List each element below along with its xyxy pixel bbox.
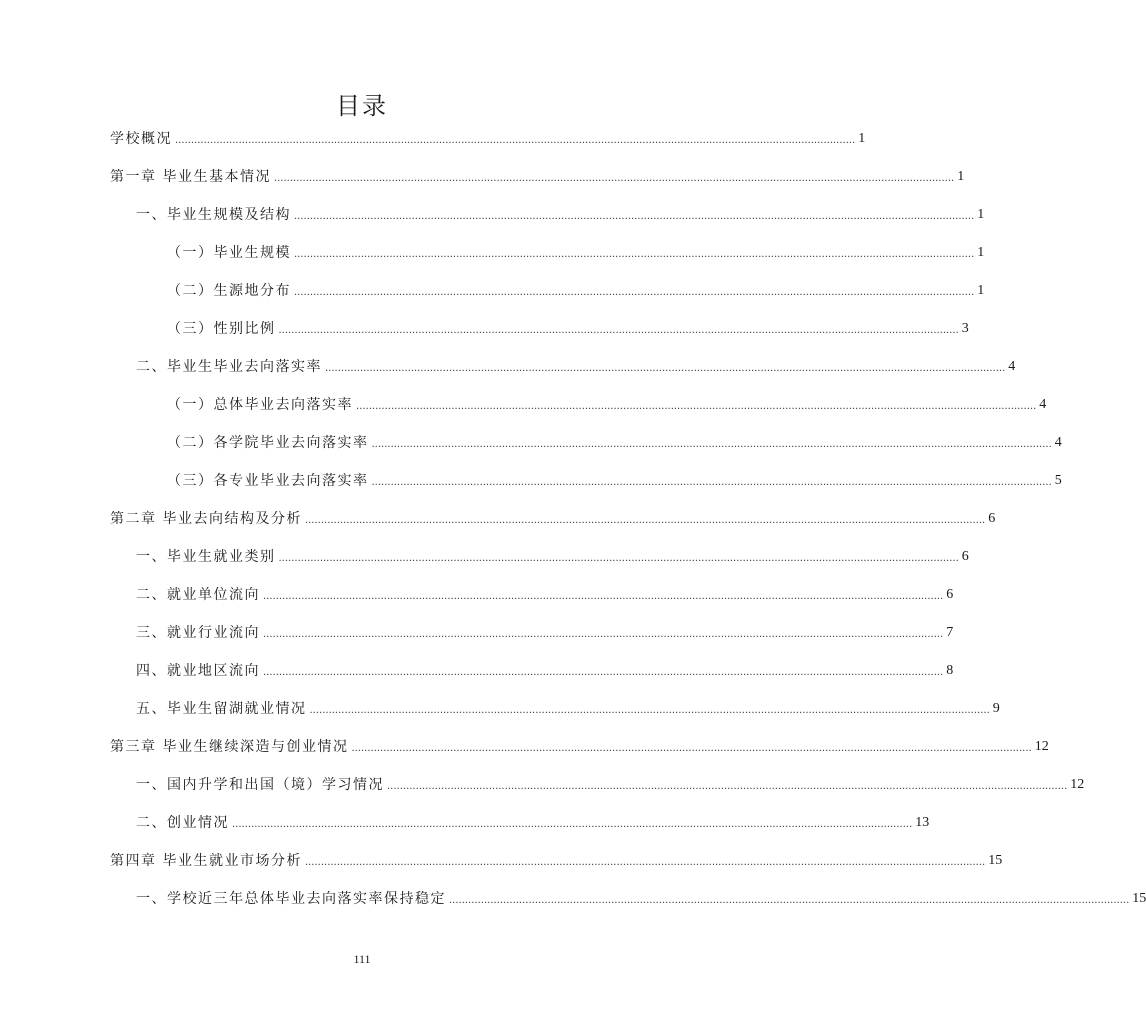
toc-entry-section-2-5[interactable] xyxy=(136,698,1000,718)
toc-entry-label: 二、毕业生毕业去向落实率 xyxy=(136,359,322,375)
toc-dot-leader: ...................................................................................................................................................................................................................... xyxy=(351,743,1032,754)
toc-page-number: 9 xyxy=(992,701,1000,716)
toc-dot-leader: ...................................................................................................................................................................................................................... xyxy=(294,211,975,222)
toc-entry-section-2-1[interactable] xyxy=(136,546,969,566)
toc-entry-section-1-1[interactable] xyxy=(136,204,985,224)
toc-entry-label: 第一章 毕业生基本情况 xyxy=(110,169,271,185)
toc-entry-subsection-1-1-3[interactable] xyxy=(167,318,969,338)
toc-entry-subsection-1-1-1[interactable] xyxy=(167,242,985,262)
toc-page-number: 8 xyxy=(946,663,954,678)
toc-page-number: 6 xyxy=(988,511,996,526)
toc-entry-section-3-2[interactable] xyxy=(136,812,930,832)
toc-dot-leader: ...................................................................................................................................................................................................................... xyxy=(294,287,975,298)
toc-dot-leader: ...................................................................................................................................................................................................................... xyxy=(294,249,975,260)
toc-entry-chapter-1[interactable] xyxy=(110,166,965,186)
toc-entry-subsection-1-1-2[interactable] xyxy=(167,280,985,300)
toc-dot-leader: ...................................................................................................................................................................................................................... xyxy=(387,781,1068,792)
toc-entry-label: （二）各学院毕业去向落实率 xyxy=(167,435,369,451)
toc-entry-label: 一、毕业生规模及结构 xyxy=(136,207,291,223)
toc-page-number: 1 xyxy=(858,131,866,146)
toc-page-number: 1 xyxy=(957,169,965,184)
toc-page-number: 15 xyxy=(1132,891,1146,906)
toc-entry-section-2-3[interactable] xyxy=(136,622,954,642)
toc-entry-label: （一）毕业生规模 xyxy=(167,245,291,261)
toc-dot-leader: ...................................................................................................................................................................................................................... xyxy=(263,629,944,640)
toc-entry-section-4-1[interactable] xyxy=(136,888,1146,908)
toc-dot-leader: ...................................................................................................................................................................................................................... xyxy=(356,401,1037,412)
toc-entry-chapter-3[interactable] xyxy=(110,736,1049,756)
toc-entry-label: 学校概况 xyxy=(110,131,172,147)
toc-page-number: 12 xyxy=(1034,739,1049,754)
toc-page-number: 5 xyxy=(1054,473,1062,488)
toc-page-number: 13 xyxy=(915,815,930,830)
toc-entry-label: 第三章 毕业生继续深造与创业情况 xyxy=(110,739,349,755)
toc-dot-leader: ...................................................................................................................................................................................................................... xyxy=(263,591,944,602)
toc-entry-section-2-2[interactable] xyxy=(136,584,954,604)
toc-entry-label: 四、就业地区流向 xyxy=(136,663,260,679)
toc-entry-label: （三）各专业毕业去向落实率 xyxy=(167,473,369,489)
toc-page-number: 6 xyxy=(946,587,954,602)
toc-entry-label: （一）总体毕业去向落实率 xyxy=(167,397,353,413)
toc-entry-label: 一、学校近三年总体毕业去向落实率保持稳定 xyxy=(136,891,446,907)
toc-entry-section-2-4[interactable] xyxy=(136,660,954,680)
toc-dot-leader: ...................................................................................................................................................................................................................... xyxy=(175,135,856,146)
toc-dot-leader: ...................................................................................................................................................................................................................... xyxy=(304,857,986,868)
toc-entry-label: 第二章 毕业去向结构及分析 xyxy=(110,511,302,527)
toc-dot-leader: ...................................................................................................................................................................................................................... xyxy=(263,667,944,678)
toc-title: 目录 xyxy=(336,92,388,120)
toc-dot-leader: ...................................................................................................................................................................................................................... xyxy=(309,705,990,716)
toc-page-number: 3 xyxy=(961,321,969,336)
toc-page-number: 6 xyxy=(961,549,969,564)
toc-dot-leader: ...................................................................................................................................................................................................................... xyxy=(371,477,1052,488)
toc-entry-label: （三）性别比例 xyxy=(167,321,276,337)
toc-page-number: 4 xyxy=(1008,359,1016,374)
footer-page-number: 111 xyxy=(353,952,371,966)
toc-page-number: 1 xyxy=(977,207,985,222)
toc-page-number: 12 xyxy=(1070,777,1085,792)
toc-dot-leader: ...................................................................................................................................................................................................................... xyxy=(371,439,1052,450)
toc-page-number: 15 xyxy=(988,853,1003,868)
toc-dot-leader: ...................................................................................................................................................................................................................... xyxy=(449,895,1130,906)
toc-entry-chapter-2[interactable] xyxy=(110,508,996,528)
toc-dot-leader: ...................................................................................................................................................................................................................... xyxy=(273,173,955,184)
toc-page-number: 1 xyxy=(977,245,985,260)
toc-entry-label: 一、毕业生就业类别 xyxy=(136,549,276,565)
toc-dot-leader: ...................................................................................................................................................................................................................... xyxy=(232,819,913,830)
toc-entry-subsection-1-2-1[interactable] xyxy=(167,394,1047,414)
toc-entry-label: 五、毕业生留湖就业情况 xyxy=(136,701,307,717)
toc-entry-subsection-1-2-2[interactable] xyxy=(167,432,1062,452)
toc-page-number: 1 xyxy=(977,283,985,298)
toc-entry-label: 三、就业行业流向 xyxy=(136,625,260,641)
toc-entry-section-3-1[interactable] xyxy=(136,774,1085,794)
toc-page-number: 4 xyxy=(1039,397,1047,412)
toc-dot-leader: ...................................................................................................................................................................................................................... xyxy=(278,325,959,336)
toc-dot-leader: ...................................................................................................................................................................................................................... xyxy=(278,553,959,564)
toc-entry-label: （二）生源地分布 xyxy=(167,283,291,299)
toc-entry-section-1-2[interactable] xyxy=(136,356,1016,376)
toc-dot-leader: ...................................................................................................................................................................................................................... xyxy=(325,363,1006,374)
toc-entry-label: 第四章 毕业生就业市场分析 xyxy=(110,853,302,869)
toc-page-number: 7 xyxy=(946,625,954,640)
toc-entry-subsection-1-2-3[interactable] xyxy=(167,470,1062,490)
toc-entry-chapter-4[interactable] xyxy=(110,850,1003,870)
toc-entry-label: 一、国内升学和出国（境）学习情况 xyxy=(136,777,384,793)
toc-page-number: 4 xyxy=(1054,435,1062,450)
toc-dot-leader: ...................................................................................................................................................................................................................... xyxy=(304,515,986,526)
toc-entry-label: 二、就业单位流向 xyxy=(136,587,260,603)
toc-entry-school-overview[interactable] xyxy=(110,128,866,148)
toc-entry-label: 二、创业情况 xyxy=(136,815,229,831)
